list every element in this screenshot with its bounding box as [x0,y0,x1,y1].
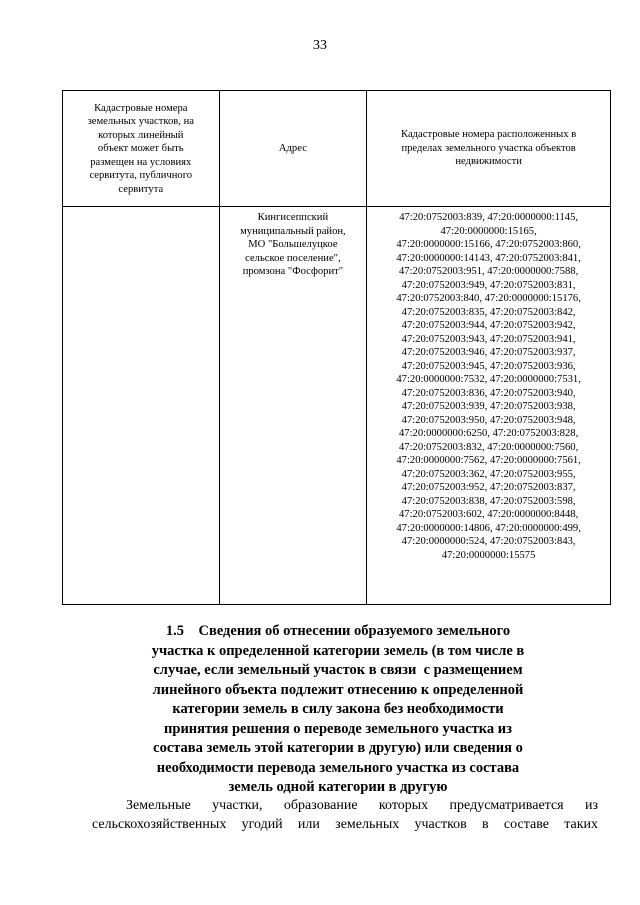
header-parcels-line: объект может быть [97,143,184,155]
paragraph-line: сельскохозяйственных угодий или земельных участков в составе таких [92,817,598,832]
object-numbers-line: 47:20:0752003:943, 47:20:0752003:941, [401,333,576,345]
header-parcels-line: которых линейный [98,129,184,141]
section-heading-line: категории земель в силу закона без необходимости [172,701,504,717]
header-objects-line: недвижимости [455,156,522,168]
cell-address [219,207,367,605]
cadastral-table [62,90,611,605]
header-parcels-line: Кадастровые номера [94,102,188,114]
address-line: муниципальный район, [240,225,346,237]
object-numbers-line: 47:20:0752003:602, 47:20:0000000:8448, [399,509,579,520]
object-numbers-line: 47:20:0752003:840, 47:20:0000000:15176, [396,293,581,304]
header-parcels [63,91,220,207]
section-heading-line: принятия решения о переводе земельного участка из [164,720,512,737]
object-numbers-line: 47:20:0752003:949, 47:20:0752003:831, [401,279,576,291]
section-heading-line: линейного объекта подлежит отнесению к определенной [152,681,524,698]
object-numbers-line: 47:20:0752003:951, 47:20:0000000:7588, [399,266,579,277]
cell-parcels [63,207,220,605]
cell-objects [367,207,611,605]
table-header-row [63,91,611,207]
section-heading-line: земель одной категории в другую [228,779,448,795]
object-numbers-line: 47:20:0752003:832, 47:20:0000000:7560, [399,441,579,453]
object-numbers-line: 47:20:0752003:838, 47:20:0752003:598, [401,495,576,507]
section-heading-line: состава земель этой категории в другую) или сведения о [153,740,523,756]
object-numbers-line: 47:20:0752003:950, 47:20:0752003:948, [401,414,576,426]
section-heading-line: 1.5 Сведения об отнесении образуемого земельного [165,623,511,639]
object-numbers-line: 47:20:0752003:952, 47:20:0752003:837, [401,482,576,493]
object-numbers-line: 47:20:0000000:14806, 47:20:0000000:499, [396,522,581,534]
section-heading-line: необходимости перевода земельного участка из состава [156,759,520,776]
section-heading-line: участка к определенной категории земель (в том числе в [151,642,525,659]
object-numbers-line: 47:20:0000000:6250, 47:20:0752003:828, [399,428,579,439]
object-numbers-line: 47:20:0752003:946, 47:20:0752003:937, [401,347,576,358]
object-numbers-line: 47:20:0000000:524, 47:20:0752003:843, [401,536,576,547]
object-numbers-line: 47:20:0752003:835, 47:20:0752003:842, [401,306,576,318]
object-numbers-line: 47:20:0000000:14143, 47:20:0752003:841, [396,252,581,264]
body-paragraph [92,796,598,834]
header-objects-line: пределах земельного участка объектов [401,142,576,154]
header-address: Адрес [219,91,367,207]
header-parcels-line: сервитута, публичного [89,170,193,182]
object-numbers-line: 47:20:0000000:15575 [441,549,536,561]
address-line: МО "Большелуцкое [248,239,338,250]
header-parcels-line: размещен на условиях [90,156,192,168]
header-objects [367,91,611,207]
object-numbers-line: 47:20:0000000:15165, [440,225,537,237]
section-heading [118,622,558,798]
object-numbers-line: 47:20:0752003:939, 47:20:0752003:938, [401,401,576,412]
address-line: сельское поселение", [245,252,341,264]
address-line: Кингисеппский [257,212,329,223]
header-parcels-line: сервитута [118,183,164,195]
object-numbers-line: 47:20:0000000:7532, 47:20:0000000:7531, [396,374,581,385]
object-numbers-line: 47:20:0000000:7562, 47:20:0000000:7561, [396,455,581,466]
table-row [63,207,611,605]
object-numbers-line: 47:20:0752003:944, 47:20:0752003:942, [401,320,576,331]
header-objects-line: Кадастровые номера расположенных в [401,129,577,141]
paragraph-line: Земельные участки, образование которых предусматривается из [126,798,598,813]
object-numbers-line: 47:20:0752003:945, 47:20:0752003:936, [401,360,576,372]
object-numbers-line: 47:20:0752003:839, 47:20:0000000:1145, [399,212,579,223]
section-heading-line: случае, если земельный участок в связи с размещением [153,662,523,678]
address-line: промзона "Фосфорит" [242,266,344,277]
object-numbers-line: 47:20:0752003:362, 47:20:0752003:955, [401,468,576,480]
header-parcels-line: земельных участков, на [87,116,194,128]
object-numbers-line: 47:20:0000000:15166, 47:20:0752003:860, [396,239,581,250]
page-number: 33 [313,38,327,53]
object-numbers-line: 47:20:0752003:836, 47:20:0752003:940, [401,387,576,399]
